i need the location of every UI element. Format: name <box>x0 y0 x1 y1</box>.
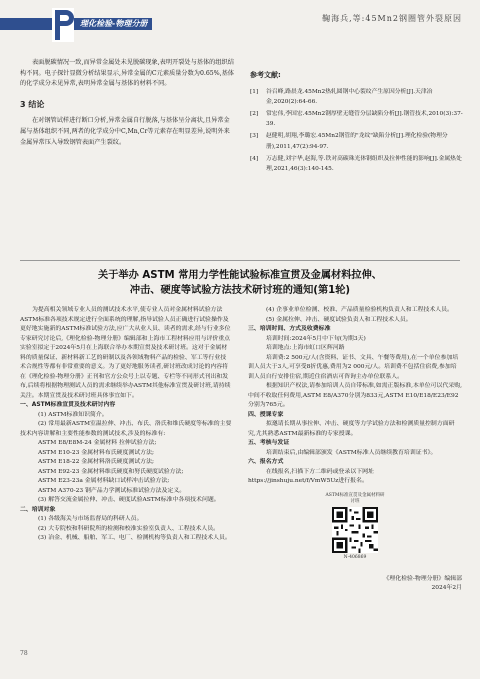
page-header <box>0 0 480 46</box>
standard-item: ASTM E18-22 金属材料洛氏硬度测试方法; <box>38 459 154 465</box>
article-left-column <box>20 58 234 148</box>
reference-item: [3] 赵健明,胡翔,李璐宏.45Mn2钢管的"龙纹"缺陷分析[J].理化检验(物理分册),2011,47(2):94-97. <box>250 133 448 150</box>
signature-editor: 《理化检验-物理分册》编辑部 <box>383 575 462 582</box>
notice-item: 拟邀请长期从事拉伸、冲击、硬度等力学试验方法和检测质量控制方面研究,尤其熟悉ASTM最新标准的专家授课。 <box>248 421 455 437</box>
notice-item: (3) 冶金、机械、船舶、军工、电厂、检测机构等负责人和工程技术人员。 <box>38 535 231 541</box>
reference-item: [4] 万志健,刘宇华,赵海,等.铁对高碳珠光体钢组织及拉伸性能的影响[J].金属热处理,2021,46(3):140-145. <box>250 155 462 173</box>
journal-logo-text: 理化检验-物理分册 <box>80 19 148 28</box>
notice-signature <box>248 575 462 594</box>
page-number: 78 <box>20 650 28 657</box>
standard-item: ASTM E92-23 金属材料维氏硬度和努氏硬度试验方法; <box>38 468 184 475</box>
references-title: 参考文献: <box>250 71 281 79</box>
notice-item: 培训结束后,由编辑部颁发《ASTM标准人员继续教育培训证书》。 <box>266 449 437 456</box>
section-divider <box>20 260 460 261</box>
running-head: 鞠海兵,等:45Mn2钢圈管外裂原因 <box>322 14 462 23</box>
article-continuation: 表面脱碳情况一致,而异常金属处未见脱碳现象,表明开裂处与基体的组织结构不同。电子探针显微分析结果显示,异常金属的C元素质量分数为0.65%,基体的化学成分未见异常,表明异常金属与基体的材料不同。 <box>20 59 234 88</box>
qr-block <box>325 493 385 561</box>
standard-item: ASTM E10-23 金属材料布氏硬度测试方法; <box>38 449 154 456</box>
notice-item: (4) 企事业单位检测、校准、产品质量检验机构负责人和工程技术人员。 <box>266 307 453 313</box>
notice-item: (1) 各级海关与市场监督局的科研人员。 <box>38 516 143 522</box>
notice-left-column <box>20 306 232 544</box>
qr-id: N-406869 <box>343 554 367 560</box>
notice-title-line-1: 关于举办 ASTM 常用力学性能试验标准宣贯及金属材料拉伸、 <box>98 270 382 281</box>
notice-heading-1: 一、ASTM标准宣贯及技术研讨内容 <box>20 402 116 408</box>
standard-item: ASTM E23-23a 金属材料缺口试样冲击试验方法; <box>38 478 170 484</box>
notice-title <box>20 268 460 298</box>
notice-item: (1) ASTM标准知识简介。 <box>38 411 108 418</box>
standard-item: ASTM A370-23 钢产品力学测试标准试验方法及定义。 <box>38 487 186 494</box>
notice-right-column <box>248 306 462 594</box>
notice-item: 培训费:2 500元/人(含资料、证书、文具、午餐等费用),在一个单位参加培训人员大于3人,可享受8折优惠,费用为2 000元/人。培训费不包括住宿费,参加培训人员自行安排住宿,期近住宿酒店可咨询主办单位联系人。 <box>248 354 459 380</box>
notice-item: 培训时间:2024年5月中下旬(为期3天) <box>266 335 366 342</box>
notice-heading-5: 五、考核与发证 <box>248 440 290 446</box>
reference-item: [2] 常宏伟,李国宏.45Mn2钢厚壁无缝管分层缺陷分析[J].钢管技术,2010(3):37-39. <box>250 111 463 128</box>
section-title-conclusion: 3 结论 <box>20 99 45 109</box>
notice-item: 根据知识产权法,请参加培训人员自带标准,如需正版标准,本单位可以代采购,中间不收取任何费用,ASTM E8/A370分别为833元,ASTM E10/E18/E23/E92分别为765元。 <box>248 383 462 408</box>
journal-logo <box>0 8 152 42</box>
notice-heading-4: 四、授课专家 <box>248 411 284 418</box>
reference-item: [1] 谷召峰,路晨龙.45Mn2热轧圆钢中心裂纹产生原因分析[J].天津冶金,2020(2):64-66. <box>250 88 433 105</box>
notice-item: (2) 大专院校和科研院所的检测和校准实验室负责人、工程技术人员。 <box>38 525 220 532</box>
registration-link[interactable]: 在线报名,扫描下方二维码或登录以下网址https://jinshuju.net/f/VmW5Uz进行报名。 <box>248 468 374 484</box>
notice-heading-2: 二、培训对象 <box>20 506 56 513</box>
notice-title-line-2: 冲击、硬度等试验方法技术研讨班的通知(第1轮) <box>129 285 351 296</box>
qr-code-icon[interactable] <box>332 507 378 553</box>
references-column <box>250 58 464 176</box>
notice-item: (3) 解答交流金属拉伸、冲击、硬度试验ASTM标准中各项技术问题。 <box>38 497 220 503</box>
conclusion-paragraph: 在对钢管试样进行断口分析,异常金属自行脱落,与基体呈分离状,且异常金属与基体组织不同,两者的化学成分中C,Mn,Cr等元素存在明显差异,说明外来金属异常压入导致钢管表面产生裂纹。 <box>20 117 230 146</box>
p-logo-icon <box>52 8 74 42</box>
notice-intro: 为提高相关领域专业人员的测试技术水平,使专业人员对金属材料试验方法ASTM标准各项技术规定进行全面系统的理解,指导试验人员正确进行试验操作及更好地实施新的ASTM标准试验方法,应广大从业人员、读者的需求,经与行业多位专家研究讨论后,《理化检验-物理分册》编辑部和上海市工程材料应用与评价重点实验室拟定于2024年5月在上海联合举办本期宣贯及技术研讨班。这对于金属材料的质量保证、新材料新工艺的研制以及各领域物料产品的检验、军工等行业技术合规性等都有非常重要的意义。为了更好地服务读者,研讨班改成讨论的内容将在《理化检验-物理分册》正刊和官方公众号上以专题、专栏等不同形式刊出和发布,后续将根据物理测试人员的需求继续举办ASTM其他标准宣贯及研讨班,请持续关注。本期宣贯及技术研讨班具体事宜如下。 <box>20 307 231 399</box>
standard-item: ASTM E8/E8M-24 金属材料 拉伸试验方法; <box>38 440 157 446</box>
notice-item: 培训地点:上海市虹口区辉河路 <box>266 345 345 351</box>
notice-item: (5) 金属拉伸、冲击、硬度试验负责人和工程技术人员。 <box>266 316 412 323</box>
qr-caption: ASTM标准宣贯及金属材料研讨班 <box>325 492 385 504</box>
notice-heading-6: 六、报名方式 <box>248 459 284 465</box>
notice-item: (2) 常用最新ASTM室温拉伸、冲击、布氏、洛氏和维氏硬度等标准的主要技术内容讲解和主要性能参数的测试技术,涉及的标准有: <box>20 421 232 437</box>
signature-date: 2024年2月 <box>431 585 462 591</box>
notice-heading-3: 三、培训时间、方式及收费标准 <box>248 326 331 332</box>
